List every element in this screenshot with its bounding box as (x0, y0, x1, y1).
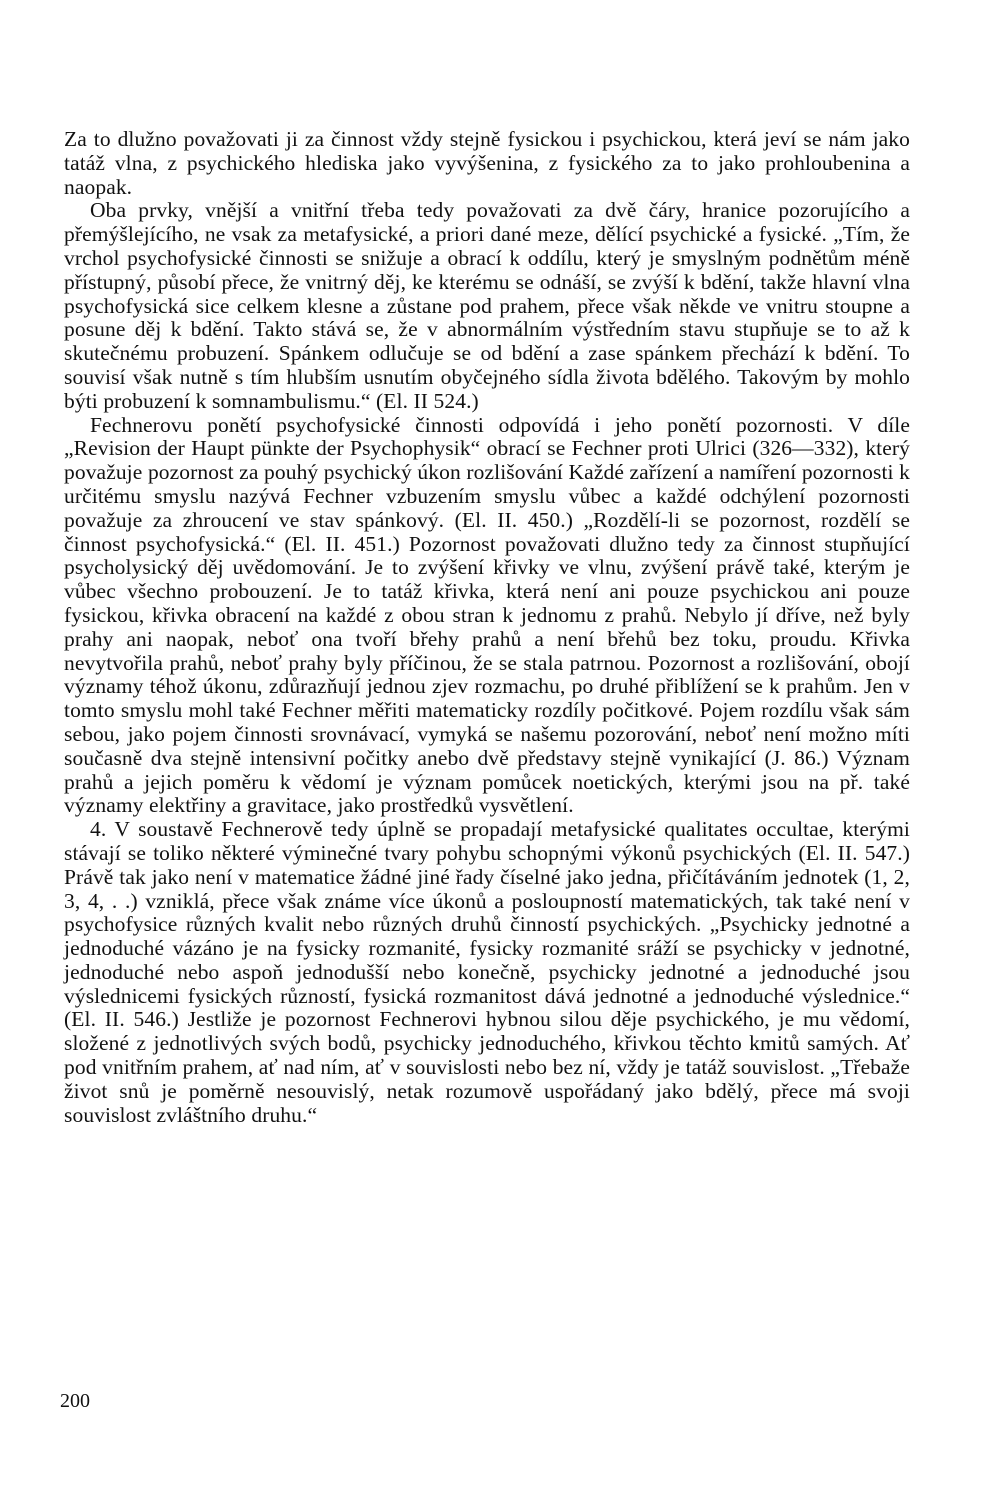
paragraph-3: Fechnerovu ponětí psychofysické činnosti odpovídá i jeho ponětí pozornosti. V díle „Revision der Haupt pünkte der Psychophysik“ obrací se Fechner proti Ulrici (326—332), který považuje pozornost za pouhý psychický úkon rozlišování Každé zařízení a namíření pozornosti k určitému smyslu nazývá Fechner vzbuzením smyslu vůbec a každé odchýlení pozornosti považuje za zhroucení ve stav spánkový. (El. II. 450.) „Rozdělí-li se pozornost, rozdělí se činnost psychofysická.“ (El. II. 451.) Pozornost považovati dlužno tedy za činnost stupňující psycholysický děj uvědomování. Je to zvýšení křivky ve vlnu, zvýšení právě také, kterým je vůbec všechno probouzení. Je to tatáž křivka, která není ani pouze psychickou ani pouze fysickou, křivka obracení na každé z obou stran k jednomu z prahů. Nebylo jí dříve, než byly prahy ani naopak, neboť ona tvoří břehy prahů a není břehů bez toku, proudu. Křivka nevytvořila prahů, neboť prahy byly příčinou, že se stala patrnou. Pozornost a rozlišování, obojí významy téhož úkonu, zdůrazňují jednou zjev rozmachu, po druhé přiblížení se k prahům. Jen v tomto smyslu mohl také Fechner měřiti matematicky rozdíly počitkové. Pojem rozdílu však sám sebou, jako pojem činnosti srovnávací, vymyká se našemu pozorování, neboť není možno míti současně dva stejně intensivní počitky anebo dvě představy stejně vynikající (J. 86.) Význam prahů a jejich poměru k vědomí je význam pomůcek noetických, kterými jsou na př. také významy elektřiny a gravitace, jako prostředků vysvětlení. (64, 412, 910, 818)
paragraph-2: Oba prvky, vnější a vnitřní třeba tedy považovati za dvě čáry, hranice pozorujícího a přemýšlejícího, ne vsak za metafysické, a priori dané meze, dělící psychické a fysické. „Tím, že vrchol psychofysické činnosti se snižuje a obrací k oddílu, který je smyslným podnětům méně přístupný, působí přece, že vnitrný děj, ke kterému se odnáší, se zvýší k bdění, takže hlavní vlna psychofysická sice celkem klesne a zůstane pod prahem, přece však někde ve vnitru stoupne a posune děj k bdění. Takto stává se, že v abnormálním výstředním stavu stupňuje se to až k skutečnému probuzení. Spánkem odlučuje se od bdění a zase spánkem přechází k bdění. To souvisí však nutně s tím hlubším usnutím obyčejného sídla života bdělého. Takovým by mohlo býti probuzení k somnambulismu.“ (El. II 524.) (64, 198, 910, 413)
page-number: 200 (60, 1390, 90, 1412)
page-body (64, 128, 910, 1127)
paragraph-1: Za to dlužno považovati ji za činnost vždy stejně fysickou i psychickou, která jeví se nám jako tatáž vlna, z psychického hlediska jako vyvýšenina, z fysického za to jako prohloubenina a naopak. (64, 127, 910, 199)
paragraph-4: 4. V soustavě Fechnerově tedy úplně se propadají metafysické qualitates occultae, kterými stávají se toliko některé výminečné tvary pohybu schopnými výkonů psychických (El. II. 547.) Právě tak jako není v matematice žádné jiné řady číselné jako jedna, přičítáváním jednotek (1, 2, 3, 4, . .) vzniklá, přece však známe více úkonů a posloupností matematických, tak také není v psychofysice různých kvalit nebo různých druhů činností psychických. „Psychicky jednotné a jednoduché vázáno je na fysicky rozmanité, fysicky rozmanité sráží se psychicky v jednotné, jednoduché nebo aspoň jednodušší nebo konečně, psychicky jednotné a jednoduché jsou výslednicemi fysických růzností, fysická rozmanitost dává jednotné a jednoduché výslednice.“ (El. II. 546.) Jestliže je pozornost Fechnerovi hybnou silou děje psychického, je mu vědomí, složené z jednotlivých svých bodů, psychicky jednoduchého, křivkou těchto kmitů samých. Ať pod vnitřním prahem, ať nad ním, ať v souvislosti nebo bez ní, vždy je tatáž souvislost. „Třebaže život snů je poměrně nesouvislý, netak rozumově uspořádaný jako bdělý, přece má svoji souvislost zvláštního druhu.“ (64, 817, 910, 1127)
